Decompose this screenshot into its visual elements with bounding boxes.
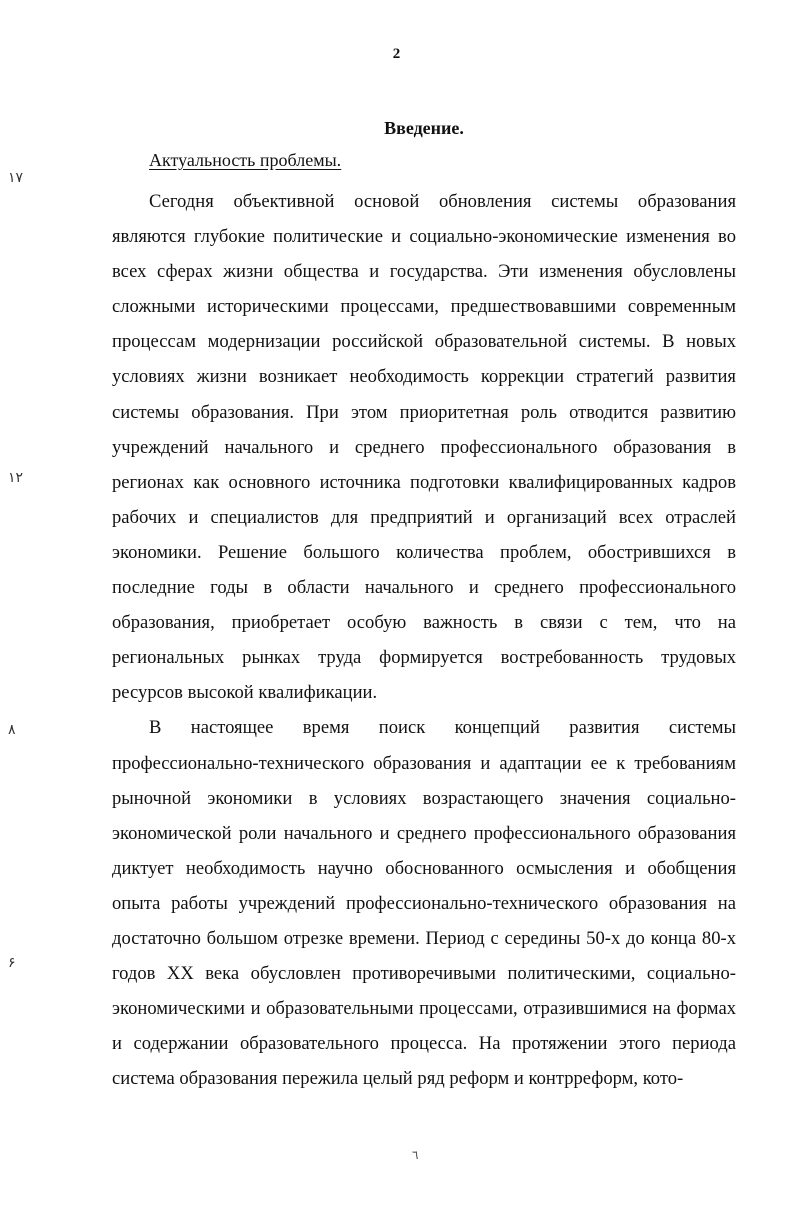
paragraph-2: В настоящее время поиск концепций развития системы профессионально-технического образования и адаптации ее к требованиям рыночной экономики в условиях возрастающего значения социально-экономической роли начального и среднего профессионального образования диктует необходимость научно обоснованного осмысления и обобщения опыта работы учреждений профессионально-технического образования на достаточно большом отрезке времени. Период с середины 50-х до конца 80-х годов XX века обусловлен противоречивыми политическими, социально-экономическими и образовательными процессами, отразившимися на формах и содержании образовательного процесса. На протяжении этого периода система образования пережила целый ряд реформ и контрреформ, кото- xyxy=(112,717,736,1090)
page-number: 2 xyxy=(392,46,401,62)
section-heading: Введение. xyxy=(384,118,464,138)
subsection-heading: Актуальность проблемы. xyxy=(149,150,342,170)
margin-mark-3: ۸ xyxy=(8,722,16,738)
footer-mark: ٦ xyxy=(412,1148,419,1162)
margin-mark-1: ۱۷ xyxy=(8,170,24,186)
margin-mark-4: ۶ xyxy=(8,955,16,971)
paragraph-1: Сегодня объективной основой обновления системы образования являются глубокие политические и социально-экономические изменения во всех сферах жизни общества и государства. Эти изменения обусловлены сложными историческими процессами, предшествовавшими современным процессам модернизации российской образовательной системы. В новых условиях жизни возникает необходимость коррекции стратегий развития системы образования. При этом приоритетная роль отводится развитию учреждений начального и среднего профессионального образования в регионах как основного источника подготовки квалифицированных кадров рабочих и специалистов для предприятий и организаций всех отраслей экономики. Решение большого количества проблем, обострившихся в последние годы в области начального и среднего профессионального образования, приобретает особую важность в связи с тем, что на региональных рынках труда формируется востребованность трудовых ресурсов высокой квалификации. xyxy=(112,191,736,704)
margin-mark-2: ۱۲ xyxy=(8,470,24,486)
body-text xyxy=(112,184,736,1096)
